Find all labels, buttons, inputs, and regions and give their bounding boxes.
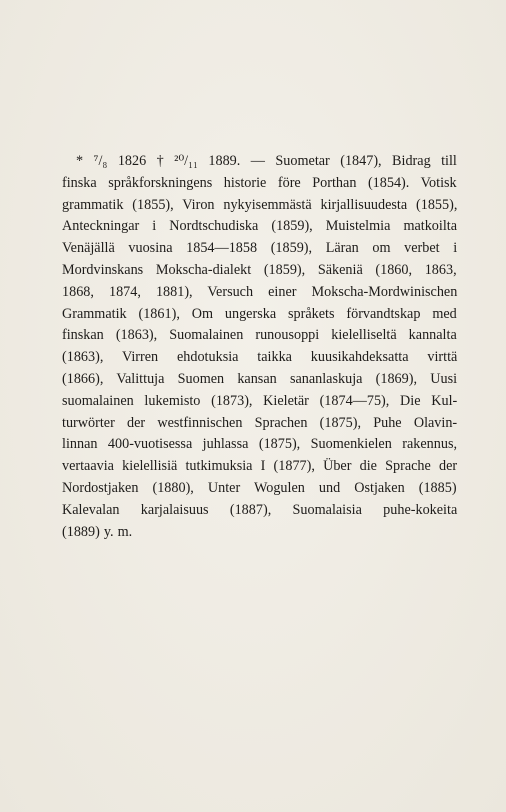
text-line: Venäjällä vuosina 1854—1858 (1859), Läran om verbet i	[62, 240, 458, 257]
text-line: grammatik (1855), Viron nykyisemmästä kirjallisuudesta (1855),	[62, 196, 458, 213]
text-line: vertaavia kielellisiä tutkimuksia I (1877), Über die Sprache der	[62, 458, 458, 475]
text-line: Nordostjaken (1880), Unter Wogulen und Ostjaken (1885)	[62, 479, 457, 496]
biography-footnote-paragraph	[62, 151, 457, 543]
text-line: (1863), Virren ehdotuksia taikka kuusikahdeksatta virttä	[62, 349, 458, 366]
text-line: turwörter der westfinnischen Sprachen (1875), Puhe Olavin-	[62, 414, 458, 431]
text-line: linnan 400-vuotisessa juhlassa (1875), Suomenkielen rakennus,	[62, 436, 458, 453]
text-line: Kalevalan karjalaisuus (1887), Suomalaisia puhe-kokeita	[62, 501, 458, 518]
text-line: * ⁷/₈ 1826 † ²⁰/₁₁ 1889. — Suometar (1847), Bidrag till	[76, 153, 457, 169]
text-line: (1889) y. m.	[62, 523, 133, 540]
text-line: suomalainen lukemisto (1873), Kieletär (1874—75), Die Kul-	[62, 392, 458, 409]
text-line: finskan (1863), Suomalainen runousoppi kielelliseltä kannalta	[62, 327, 457, 344]
text-line: finska språkforskningens historie före Porthan (1854). Votisk	[62, 174, 457, 191]
text-line: Grammatik (1861), Om ungerska språkets förvandtskap med	[62, 305, 457, 322]
text-line: 1868, 1874, 1881), Versuch einer Mokscha-Mordwinischen	[62, 283, 458, 300]
text-line: (1866), Valittuja Suomen kansan sananlaskuja (1869), Uusi	[62, 370, 458, 387]
text-line: Mordvinskans Mokscha-dialekt (1859), Säkeniä (1860, 1863,	[62, 261, 457, 278]
text-line: Anteckningar i Nordtschudiska (1859), Muistelmia matkoilta	[62, 218, 458, 235]
